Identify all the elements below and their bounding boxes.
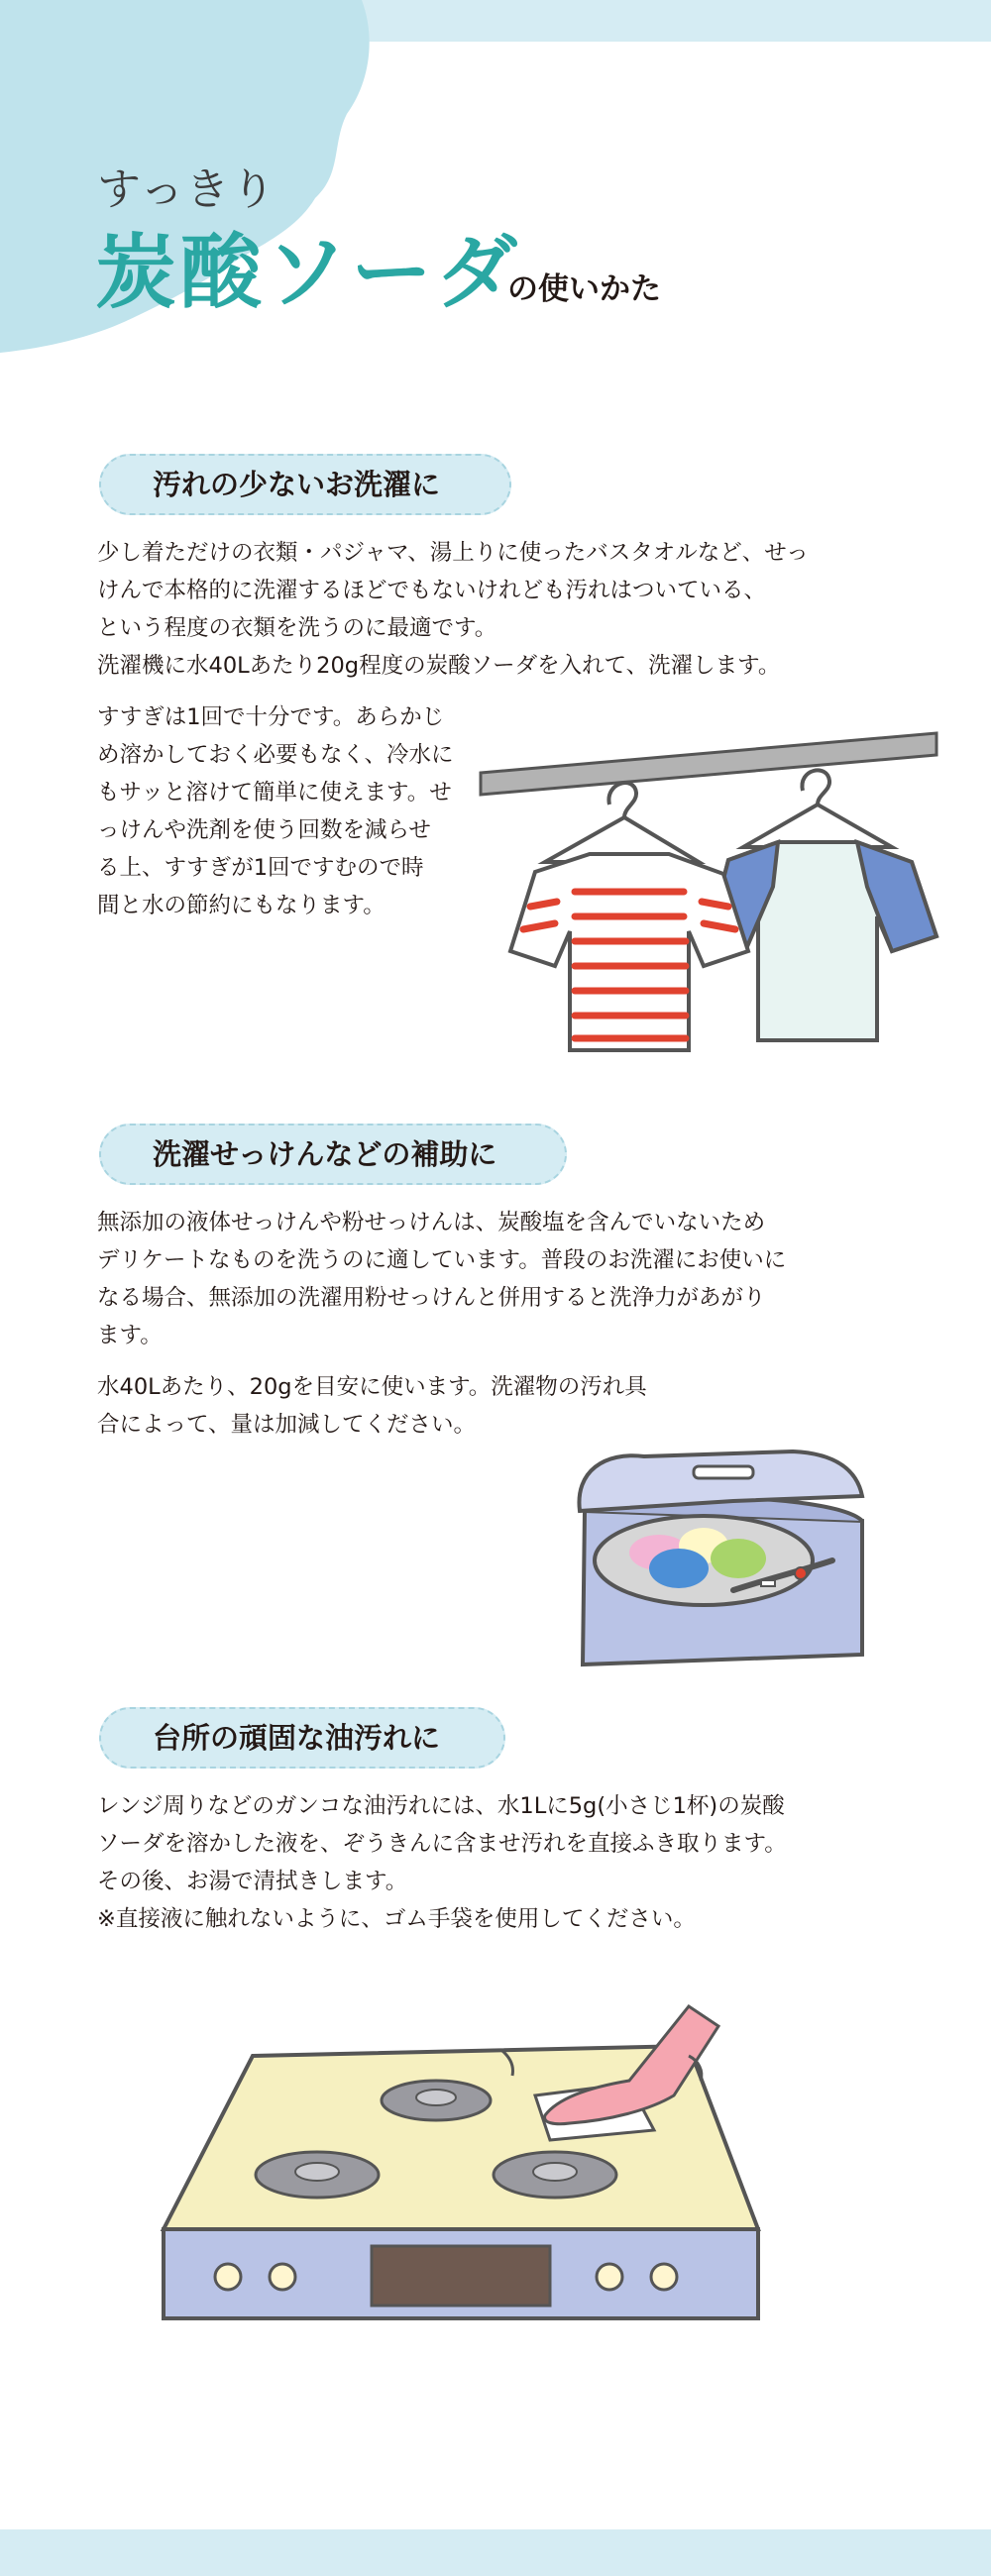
section-text-soap-aid-narrow: 水40Lあたり、20gを目安に使います。洗濯物の汚れ具 合によって、量は加減してください。 [97, 1374, 647, 1438]
gas-stove-illustration [134, 1986, 778, 2323]
title-suffix: の使いかた [507, 271, 661, 307]
section-heading-laundry: 汚れの少ないお洗濯に [99, 454, 511, 515]
title-small: すっきり [97, 164, 277, 215]
section-text-soap-aid: 無添加の液体せっけんや粉せっけんは、炭酸塩を含んでいないため デリケートなものを洗うのに適しています。普段のお洗濯にお使いに なる場合、無添加の洗濯用粉せっけんと併用すると洗浄力があがり ます。 [97, 1210, 787, 1348]
page-title: 炭酸ソーダ [95, 226, 522, 320]
section-heading-soap-aid: 洗濯せっけんなどの補助に [99, 1124, 567, 1185]
washing-machine-illustration [565, 1442, 882, 1669]
hanging-shirts-illustration [476, 713, 941, 1060]
section-text-laundry-narrow: すすぎは1回で十分です。あらかじ め溶かしておく必要もなく、冷水に もサッと溶けて簡単に使えます。せ っけんや洗剤を使う回数を減らせ る上、すすぎが1回ですむので時 間と水の節約にもなります。 [97, 704, 454, 918]
section-heading-kitchen: 台所の頑固な油汚れに [99, 1707, 505, 1769]
section-text-laundry: 少し着ただけの衣類・パジャマ、湯上りに使ったバスタオルなど、せっ けんで本格的に洗濯するほどでもないけれども汚れはついている、 という程度の衣類を洗うのに最適です。 洗濯機に水40Lあたり20g程度の炭酸ソーダを入れて、洗濯します。 [97, 540, 809, 679]
section-text-kitchen: レンジ周りなどのガンコな油汚れには、水1Lに5g(小さじ1杯)の炭酸 ソーダを溶かした液を、ぞうきんに含ませ汚れを直接ふき取ります。 その後、お湯で清拭きします。 ※直接液に触れないように、ゴム手袋を使用してください。 [97, 1793, 787, 1932]
bottom-band [0, 2529, 991, 2576]
